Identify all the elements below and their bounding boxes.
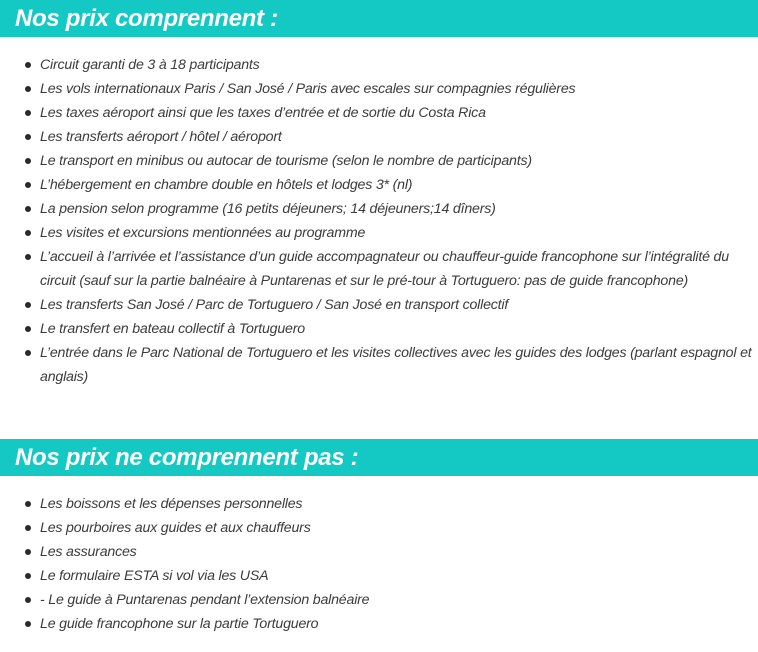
list-item — [0, 149, 758, 173]
list-item-text: Les vols internationaux Paris / San José / Paris avec escales sur compagnies régulières — [40, 81, 576, 97]
list-item-text: Le transfert en bateau collectif à Tortuguero — [40, 321, 305, 337]
list-item — [0, 317, 758, 341]
bullet-icon — [25, 302, 31, 308]
bullet-icon — [25, 326, 31, 332]
list-item — [0, 245, 758, 293]
list-item — [0, 197, 758, 221]
list-item — [0, 341, 758, 389]
bullet-icon — [25, 182, 31, 188]
list-item-text: L’hébergement en chambre double en hôtels et lodges 3* (nl) — [40, 177, 413, 193]
bullet-icon — [25, 62, 31, 68]
list-item — [0, 492, 758, 516]
included-list — [0, 53, 758, 389]
bullet-icon — [25, 597, 31, 603]
list-item-text: Le transport en minibus ou autocar de tourisme (selon le nombre de participants) — [40, 153, 532, 169]
list-item — [0, 612, 758, 636]
list-item — [0, 53, 758, 77]
bullet-icon — [25, 110, 31, 116]
bullet-icon — [25, 573, 31, 579]
list-item — [0, 516, 758, 540]
bullet-icon — [25, 501, 31, 507]
list-item — [0, 588, 758, 612]
bullet-icon — [25, 549, 31, 555]
list-item-text: Le guide francophone sur la partie Tortuguero — [40, 616, 319, 632]
bullet-icon — [25, 158, 31, 164]
list-item-text: Les boissons et les dépenses personnelles — [40, 496, 303, 512]
excluded-section-title: Nos prix ne comprennent pas : — [0, 439, 758, 476]
list-item-text: Le formulaire ESTA si vol via les USA — [40, 568, 269, 584]
list-item-text: L’accueil à l’arrivée et l’assistance d’un guide accompagnateur ou chauffeur-guide francophone sur l’intégralité du circuit (sauf sur la partie balnéaire à Puntarenas et sur le pré-tour à Tortuguero: pas de guide francophone) — [40, 249, 729, 289]
bullet-icon — [25, 350, 31, 356]
bullet-icon — [25, 254, 31, 260]
list-item — [0, 173, 758, 197]
list-item — [0, 221, 758, 245]
list-item-text: Les pourboires aux guides et aux chauffeurs — [40, 520, 311, 536]
included-section-title: Nos prix comprennent : — [0, 0, 758, 37]
bullet-icon — [25, 206, 31, 212]
excluded-list — [0, 492, 758, 636]
bullet-icon — [25, 230, 31, 236]
list-item-text: Les visites et excursions mentionnées au programme — [40, 225, 366, 241]
list-item — [0, 101, 758, 125]
bullet-icon — [25, 86, 31, 92]
list-item-text: Les assurances — [40, 544, 137, 560]
list-item-text: Circuit garanti de 3 à 18 participants — [40, 57, 260, 73]
bullet-icon — [25, 525, 31, 531]
list-item — [0, 564, 758, 588]
list-item-text: - Le guide à Puntarenas pendant l’extension balnéaire — [40, 592, 370, 608]
list-item-text: Les transferts San José / Parc de Tortuguero / San José en transport collectif — [40, 297, 509, 313]
list-item-text: L’entrée dans le Parc National de Tortuguero et les visites collectives avec les guides des lodges (parlant espagnol et anglais) — [40, 345, 752, 385]
list-item — [0, 540, 758, 564]
list-item-text: La pension selon programme (16 petits déjeuners; 14 déjeuners;14 dîners) — [40, 201, 496, 217]
list-item — [0, 77, 758, 101]
bullet-icon — [25, 621, 31, 627]
list-item-text: Les taxes aéroport ainsi que les taxes d’entrée et de sortie du Costa Rica — [40, 105, 486, 121]
list-item — [0, 293, 758, 317]
list-item — [0, 125, 758, 149]
list-item-text: Les transferts aéroport / hôtel / aéroport — [40, 129, 282, 145]
bullet-icon — [25, 134, 31, 140]
